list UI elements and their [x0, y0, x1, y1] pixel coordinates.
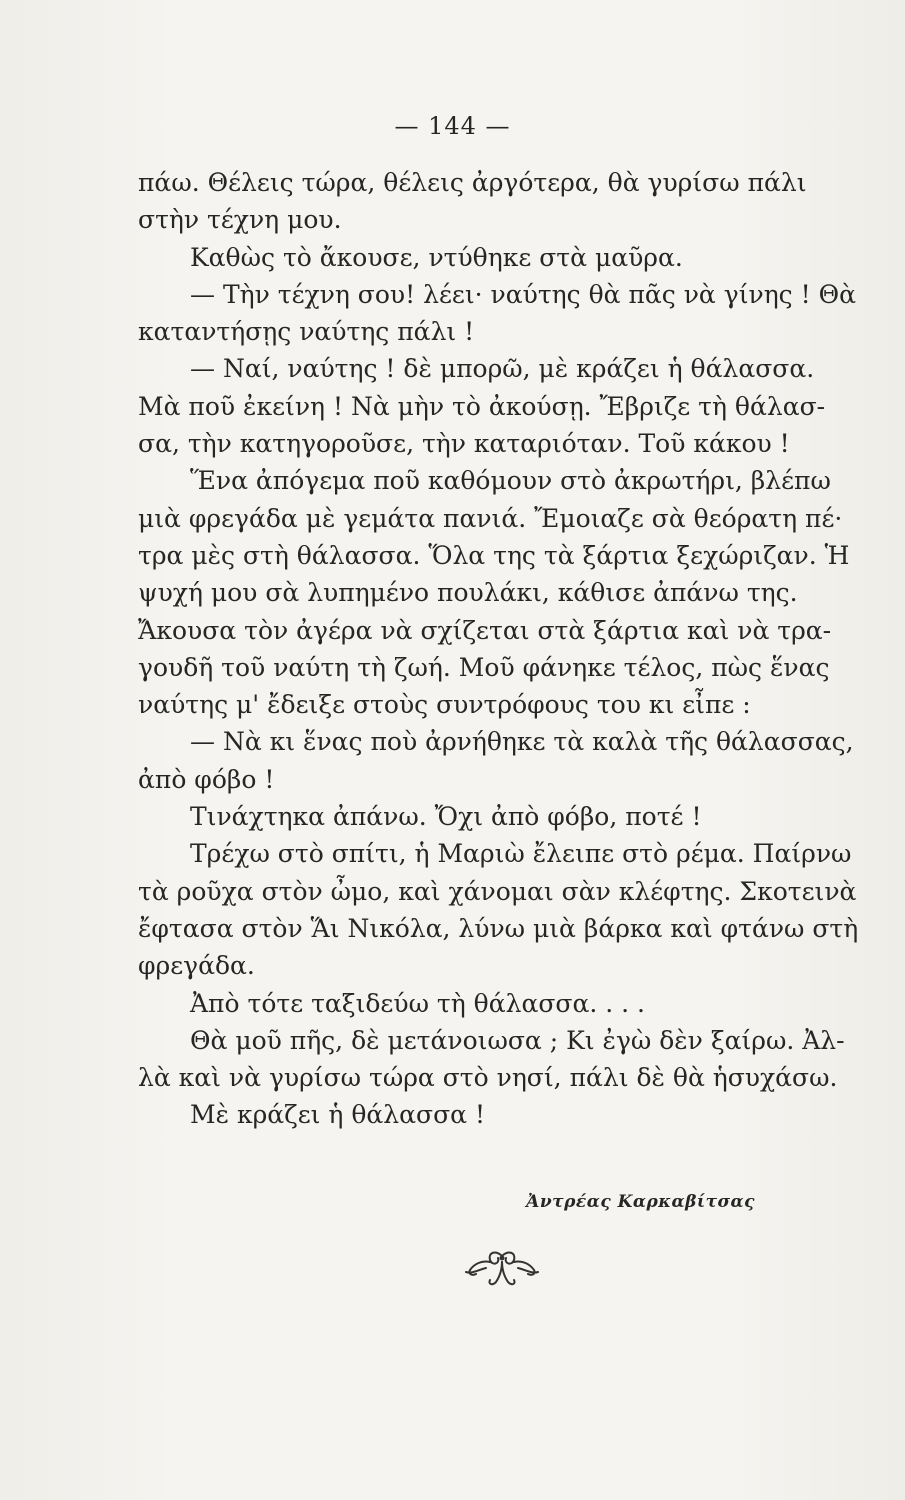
- text-line: φρεγάδα.: [138, 951, 255, 981]
- text-line: — Νὰ κι ἕνας ποὺ ἀρνήθηκε τὰ καλὰ τῆς θάλασσας,: [190, 727, 854, 757]
- text-line: στὴν τέχνη μου.: [138, 205, 342, 235]
- text-line: Καθὼς τὸ ἄκουσε, ντύθηκε στὰ μαῦρα.: [190, 242, 683, 272]
- text-line: Ἕνα ἀπόγεμα ποῦ καθόμουν στὸ ἀκρωτήρι, βλέπω: [190, 466, 831, 496]
- text-line: καταντήσῃς ναύτης πάλι !: [138, 317, 475, 347]
- text-line: ψυχή μου σὰ λυπημένο πουλάκι, κάθισε ἀπάνω της.: [138, 578, 798, 608]
- text-line: γουδῆ τοῦ ναύτη τὴ ζωή. Μοῦ φάνηκε τέλος, πὼς ἕνας: [138, 652, 830, 682]
- text-line: Μὲ κράζει ἡ θάλασσα !: [190, 1100, 486, 1130]
- text-line: Ἄκουσα τὸν ἀγέρα νὰ σχίζεται στὰ ξάρτια καὶ νὰ τρα-: [138, 615, 832, 645]
- text-line: Ἀπὸ τότε ταξιδεύω τὴ θάλασσα. . . .: [190, 988, 645, 1018]
- text-line: Θὰ μοῦ πῆς, δὲ μετάνοιωσα ; Κι ἐγὼ δὲν ξαίρω. Ἀλ-: [190, 1025, 845, 1055]
- text-line: πάω. Θέλεις τώρα, θέλεις ἀργότερα, θὰ γυρίσω πάλι: [138, 168, 807, 197]
- text-line: τὰ ροῦχα στὸν ὦμο, καὶ χάνομαι σὰν κλέφτης. Σκοτεινὰ: [138, 876, 857, 906]
- floral-ornament-icon: [462, 1248, 542, 1290]
- text-line: ἔφτασα στὸν Ἅι Νικόλα, λύνω μιὰ βάρκα καὶ φτάνω στὴ: [138, 913, 859, 943]
- text-line: σα, τὴν κατηγοροῦσε, τὴν καταριόταν. Τοῦ κάκου !: [138, 429, 790, 459]
- text-line: — Ναί, ναύτης ! δὲ μπορῶ, μὲ κράζει ἡ θάλασσα.: [190, 354, 815, 384]
- text-line: Τρέχω στὸ σπίτι, ἡ Μαριὼ ἔλειπε στὸ ρέμα. Παίρνω: [190, 839, 852, 869]
- text-line: τρα μὲς στὴ θάλασσα. Ὅλα της τὰ ξάρτια ξεχώριζαν. Ἡ: [138, 540, 850, 570]
- text-line: — Τὴν τέχνη σου! λέει· ναύτης θὰ πᾶς νὰ γίνης ! Θὰ: [190, 279, 856, 309]
- text-line: Μὰ ποῦ ἐκείνη ! Νὰ μὴν τὸ ἀκούσῃ. Ἔβριζε τὴ θάλασ-: [138, 391, 826, 421]
- text-line: ἀπὸ φόβο !: [138, 764, 275, 794]
- text-line: ναύτης μ' ἔδειξε στοὺς συντρόφους του κι εἶπε :: [138, 690, 751, 720]
- text-line: μιὰ φρεγάδα μὲ γεμάτα πανιά. Ἔμοιαζε σὰ θεόρατη πέ·: [138, 503, 843, 533]
- author-signature: Ἀντρέας Καρκαβίτσας: [526, 1192, 755, 1212]
- text-line: λὰ καὶ νὰ γυρίσω τώρα στὸ νησί, πάλι δὲ θὰ ἡσυχάσω.: [138, 1063, 838, 1093]
- text-line: Τινάχτηκα ἀπάνω. Ὄχι ἀπὸ φόβο, ποτέ !: [190, 802, 702, 832]
- body-text: [138, 164, 859, 1134]
- page-number: — 144 —: [394, 112, 511, 140]
